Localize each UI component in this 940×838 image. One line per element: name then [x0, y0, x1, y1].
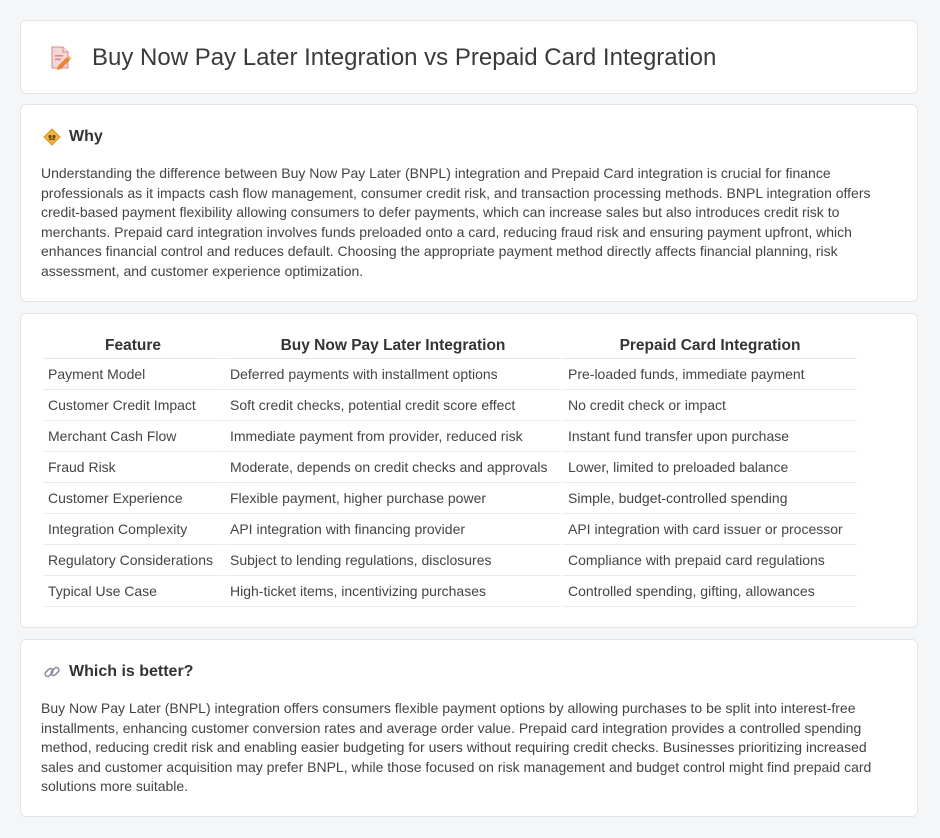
bnpl-cell: Flexible payment, higher purchase power	[225, 483, 561, 514]
bnpl-cell: Deferred payments with installment options	[225, 359, 561, 390]
bnpl-cell: API integration with financing provider	[225, 514, 561, 545]
better-body: Buy Now Pay Later (BNPL) integration offers consumers flexible payment options by allowing purchases to be split into interest-free installments, enhancing customer conversion rates and average order value. Prepaid card integration provides a controlled spending method, reducing credit risk and enabling easier budgeting for users without requiring credit checks. Businesses prioritizing increased sales and customer acquisition may prefer BNPL, while those focused on risk management and budget control might find prepaid card solutions more suitable.	[41, 700, 872, 794]
prepaid-cell: No credit check or impact	[563, 390, 857, 421]
feature-cell: Regulatory Considerations	[43, 545, 223, 576]
table-row	[43, 514, 857, 545]
table-header-row	[43, 333, 857, 359]
prepaid-cell: Compliance with prepaid card regulations	[563, 545, 857, 576]
better-heading	[43, 661, 193, 683]
feature-cell: Fraud Risk	[43, 452, 223, 483]
table-row	[43, 390, 857, 421]
table-row	[43, 545, 857, 576]
prepaid-cell: Controlled spending, gifting, allowances	[563, 576, 857, 607]
which-is-better-section	[20, 639, 918, 817]
bnpl-cell: Moderate, depends on credit checks and approvals	[225, 452, 561, 483]
header-feature: Feature	[43, 333, 223, 359]
prepaid-cell: Lower, limited to preloaded balance	[563, 452, 857, 483]
bnpl-cell: Subject to lending regulations, disclosures	[225, 545, 561, 576]
comparison-card	[20, 313, 918, 628]
header-card	[20, 20, 918, 94]
prepaid-cell: Instant fund transfer upon purchase	[563, 421, 857, 452]
page-title: Buy Now Pay Later Integration vs Prepaid Card Integration	[92, 44, 717, 71]
comparison-table	[41, 333, 859, 607]
prepaid-cell: Simple, budget-controlled spending	[563, 483, 857, 514]
bnpl-cell: High-ticket items, incentivizing purchases	[225, 576, 561, 607]
diamond-sign-icon	[43, 128, 61, 146]
better-title: Which is better?	[69, 663, 194, 680]
prepaid-cell: API integration with card issuer or processor	[563, 514, 857, 545]
why-body: Understanding the difference between Buy Now Pay Later (BNPL) integration and Prepaid Card integration is crucial for finance professionals as it impacts cash flow management, consumer credit risk, and transaction processing methods. BNPL integration offers credit-based payment flexibility allowing consumers to defer payments, which can increase sales but also introduces credit risk to merchants. Prepaid card integration involves funds preloaded onto a card, reducing fraud risk and ensuring payment upfront, which enhances financial control and reduces default. Choosing the appropriate payment method directly affects financial planning, risk assessment, and customer experience optimization.	[41, 165, 871, 279]
feature-cell: Customer Credit Impact	[43, 390, 223, 421]
feature-cell: Typical Use Case	[43, 576, 223, 607]
table-row	[43, 483, 857, 514]
header-prepaid: Prepaid Card Integration	[563, 333, 857, 359]
feature-cell: Customer Experience	[43, 483, 223, 514]
why-section	[20, 104, 918, 302]
table-row	[43, 359, 857, 390]
header-bnpl: Buy Now Pay Later Integration	[225, 333, 561, 359]
prepaid-cell: Pre-loaded funds, immediate payment	[563, 359, 857, 390]
feature-cell: Integration Complexity	[43, 514, 223, 545]
table-row	[43, 576, 857, 607]
bnpl-cell: Immediate payment from provider, reduced risk	[225, 421, 561, 452]
feature-cell: Merchant Cash Flow	[43, 421, 223, 452]
bnpl-cell: Soft credit checks, potential credit score effect	[225, 390, 561, 421]
document-pencil-icon	[49, 45, 73, 71]
table-row	[43, 421, 857, 452]
table-row	[43, 452, 857, 483]
link-icon	[43, 663, 61, 681]
why-heading	[43, 126, 103, 148]
feature-cell: Payment Model	[43, 359, 223, 390]
why-title: Why	[69, 128, 103, 145]
